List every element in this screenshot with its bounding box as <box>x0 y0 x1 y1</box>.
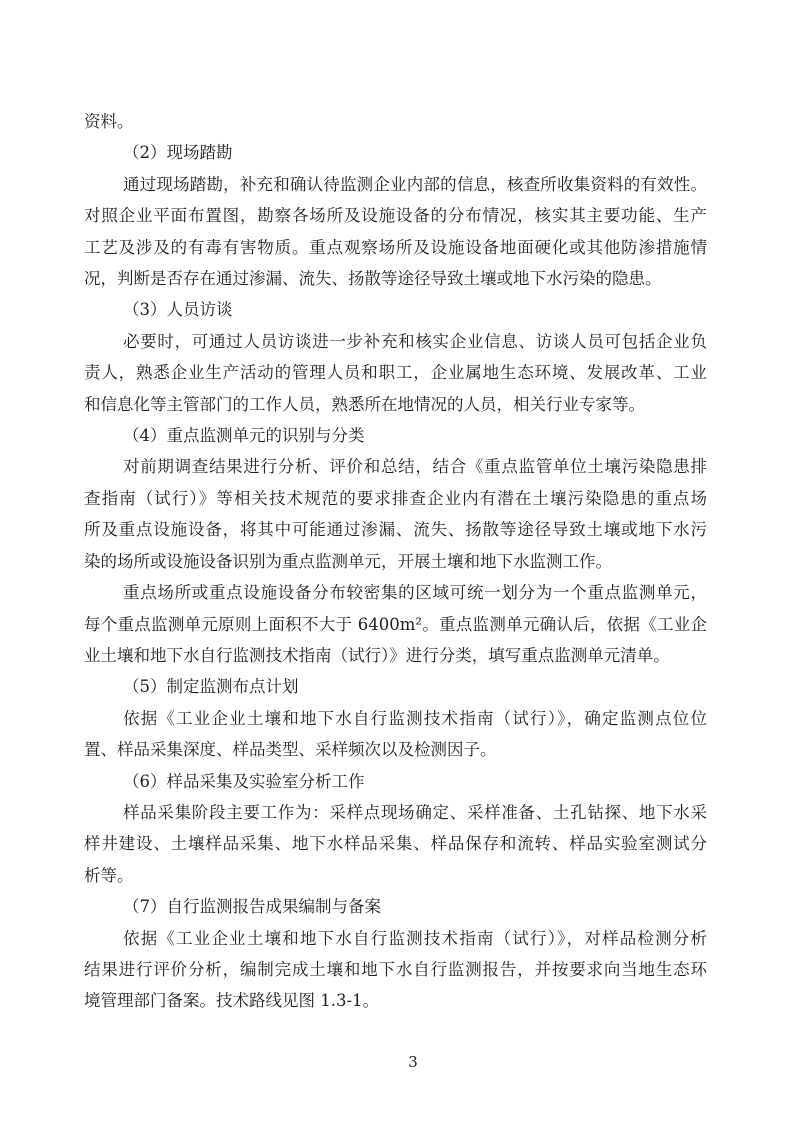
text-line: 每个重点监测单元原则上面积不大于 6400m²。重点监测单元确认后，依据《工业企 <box>84 614 707 634</box>
text-line: 通过现场踏勘，补充和确认待监测企业内部的信息，核查所收集资料的有效性。 <box>123 174 707 194</box>
text-line: 依据《工业企业土壤和地下水自行监测技术指南（试行）》，对样品检测分析 <box>123 928 707 948</box>
text-line: 境管理部门备案。技术路线见图 1.3-1。 <box>84 991 380 1011</box>
text-line: 所及重点设施设备，将其中可能通过渗漏、流失、扬散等途径导致土壤或地下水污 <box>84 520 707 540</box>
text-line: 必要时，可通过人员访谈进一步补充和核实企业信息、访谈人员可包括企业负 <box>123 331 707 351</box>
text-line: 染的场所或设施设备识别为重点监测单元，开展土壤和地下水监测工作。 <box>84 551 612 571</box>
paragraph <box>84 797 707 891</box>
paragraph <box>84 923 707 1017</box>
text-line: （6）样品采集及实验室分析工作 <box>123 771 365 791</box>
text-line: 和信息化等主管部门的工作人员，熟悉所在地情况的人员，相关行业专家等。 <box>84 394 645 414</box>
text-line: （5）制定监测布点计划 <box>123 677 299 697</box>
paragraph <box>84 577 707 671</box>
document-body <box>84 106 707 1017</box>
text-line: 析等。 <box>84 865 134 885</box>
paragraph <box>84 169 707 295</box>
text-line: 重点场所或重点设施设备分布较密集的区域可统一划分为一个重点监测单元， <box>123 583 707 603</box>
text-line: （3）人员访谈 <box>123 300 233 320</box>
text-line: 工艺及涉及的有毒有害物质。重点观察场所及设施设备地面硬化或其他防渗措施情 <box>84 237 707 257</box>
section-heading <box>84 137 707 168</box>
text-line: （4）重点监测单元的识别与分类 <box>123 426 365 446</box>
section-heading <box>84 294 707 325</box>
text-line: 样井建设、土壤样品采集、地下水样品采集、样品保存和流转、样品实验室测试分 <box>84 834 707 854</box>
page-number: 3 <box>408 1053 418 1071</box>
paragraph <box>84 703 707 766</box>
paragraph <box>84 106 707 137</box>
text-line: 样品采集阶段主要工作为：采样点现场确定、采样准备、土孔钻探、地下水采 <box>123 802 707 822</box>
text-line: 业土壤和地下水自行监测技术指南（试行）》进行分类，填写重点监测单元清单。 <box>84 645 670 665</box>
text-line: 置、样品采集深度、样品类型、采样频次以及检测因子。 <box>84 740 497 760</box>
paragraph <box>84 326 707 420</box>
text-line: 对照企业平面布置图，勘察各场所及设施设备的分布情况，核实其主要功能、生产 <box>84 206 707 226</box>
section-heading <box>84 420 707 451</box>
text-line: 况，判断是否存在通过渗漏、流失、扬散等途径导致土壤或地下水污染的隐患。 <box>84 269 662 289</box>
section-heading <box>84 671 707 702</box>
text-line: 依据《工业企业土壤和地下水自行监测技术指南（试行）》，确定监测点位位 <box>123 708 707 728</box>
section-heading <box>84 891 707 922</box>
text-line: 结果进行评价分析，编制完成土壤和地下水自行监测报告，并按要求向当地生态环 <box>84 959 707 979</box>
section-heading <box>84 766 707 797</box>
text-line: 责人，熟悉企业生产活动的管理人员和职工，企业属地生态环境、发展改革、工业 <box>84 363 707 383</box>
text-line: （2）现场踏勘 <box>123 143 233 163</box>
text-line: 查指南（试行）》等相关技术规范的要求排查企业内有潜在土壤污染隐患的重点场 <box>84 488 707 508</box>
text-line: 对前期调查结果进行分析、评价和总结，结合《重点监管单位土壤污染隐患排 <box>123 457 707 477</box>
text-line: （7）自行监测报告成果编制与备案 <box>123 897 381 917</box>
paragraph <box>84 451 707 577</box>
text-line: 资料。 <box>84 112 134 131</box>
